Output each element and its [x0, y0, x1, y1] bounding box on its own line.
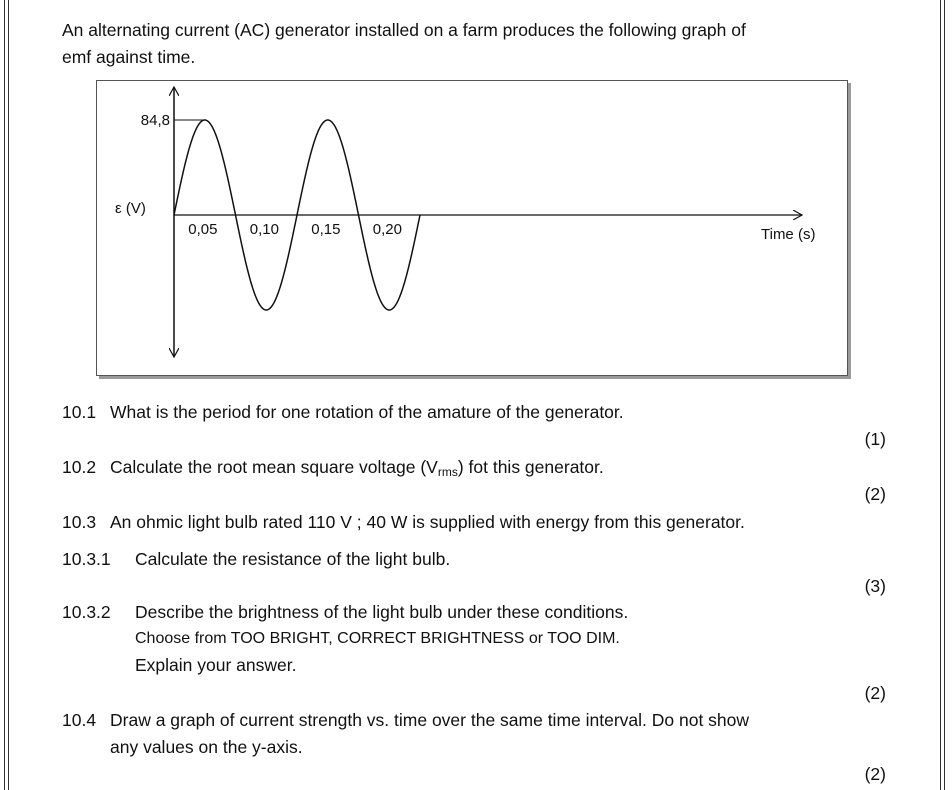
q10-1-marks: (1)	[864, 429, 886, 449]
q10-3-text: An ohmic light bulb rated 110 V ; 40 W is supplied with energy from this generator.	[110, 512, 745, 532]
x-axis-label: Time (s)	[761, 226, 816, 243]
q10-3-1-number: 10.3.1	[62, 549, 111, 569]
left-margin-rule-inner	[8, 0, 9, 790]
intro-line-2: emf against time.	[62, 47, 196, 67]
emf-time-graph	[96, 80, 848, 376]
q10-1-number: 10.1	[62, 402, 97, 422]
q10-2-marks: (2)	[864, 484, 886, 504]
q10-3-2-text: Describe the brightness of the light bulb under these conditions.	[135, 602, 629, 622]
x-tick-label: 0,15	[311, 221, 341, 238]
q10-4-marks: (2)	[864, 764, 886, 784]
q10-3-2-marks: (2)	[864, 683, 886, 703]
chart-svg	[97, 81, 847, 375]
q10-2-subscript: rms	[437, 465, 458, 479]
q10-3-1-text: Calculate the resistance of the light bulb.	[135, 549, 451, 569]
y-axis-label: ε (V)	[115, 200, 146, 217]
x-tick-label: 0,20	[372, 221, 402, 238]
q10-3-number: 10.3	[62, 512, 97, 532]
q10-4-text: Draw a graph of current strength vs. time over the same time interval. Do not show	[110, 710, 750, 730]
q10-3-2-options: Choose from TOO BRIGHT, CORRECT BRIGHTNESS or TOO DIM.	[135, 630, 620, 647]
right-margin-rule-outer	[944, 0, 945, 790]
q10-1-text: What is the period for one rotation of the amature of the generator.	[110, 402, 624, 422]
intro-line-1: An alternating current (AC) generator installed on a farm produces the following graph of	[62, 20, 746, 40]
q10-2-text	[110, 455, 604, 484]
q10-4-text-line2: any values on the y-axis.	[110, 737, 303, 757]
q10-2-text-after: ) fot this generator.	[457, 457, 604, 477]
x-tick-label: 0,10	[249, 221, 279, 238]
q10-3-2-number: 10.3.2	[62, 602, 111, 622]
x-tick-label: 0,05	[188, 221, 218, 238]
q10-4-number: 10.4	[62, 710, 97, 730]
q10-3-2-explain: Explain your answer.	[135, 655, 297, 675]
peak-value-label: 84,8	[140, 112, 170, 129]
left-margin-rule	[4, 0, 5, 790]
q10-2-text-before: Calculate the root mean square voltage (V	[110, 457, 438, 477]
q10-2-number: 10.2	[62, 457, 97, 477]
q10-3-1-marks: (3)	[864, 576, 886, 596]
right-margin-rule	[940, 0, 941, 790]
